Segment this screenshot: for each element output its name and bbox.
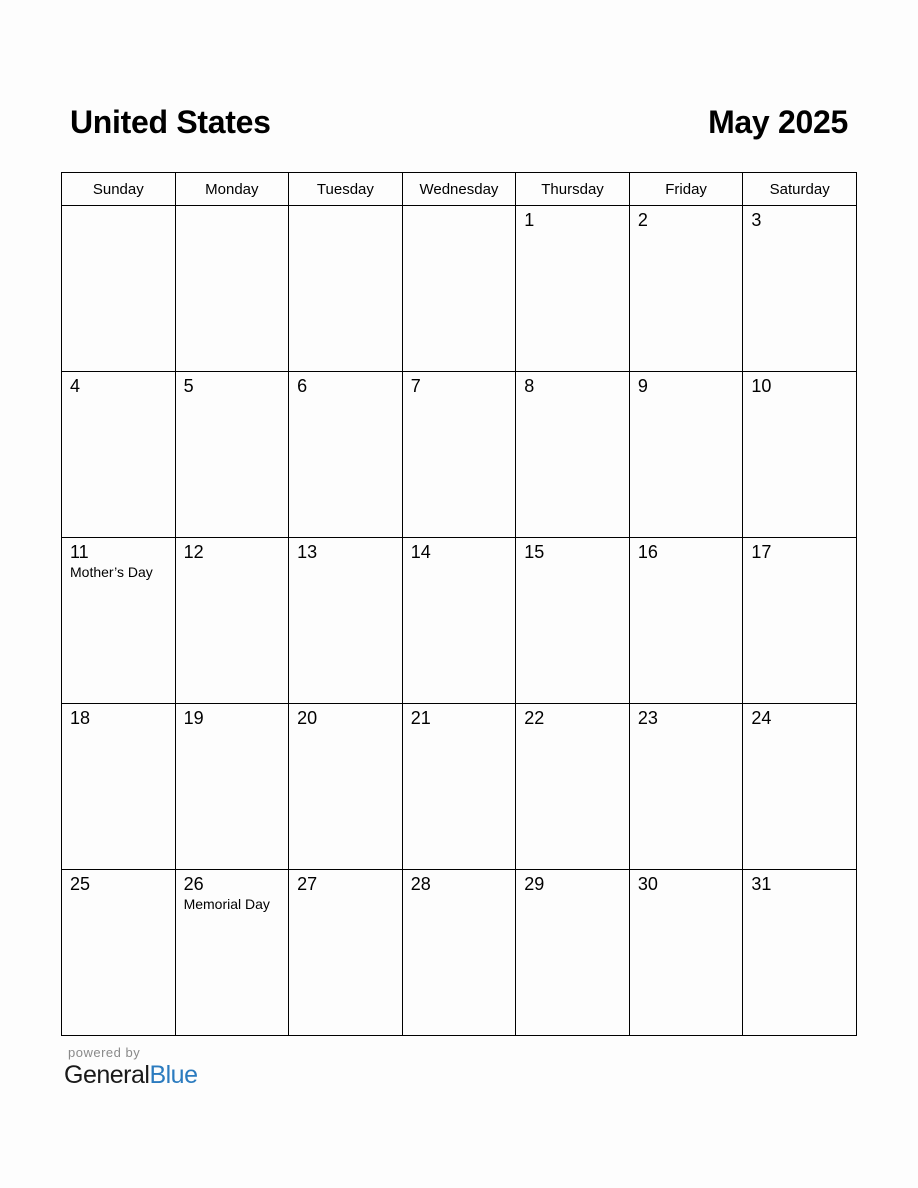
weekday-wednesday: Wednesday: [402, 173, 516, 206]
day-cell: [175, 372, 289, 538]
week-row-1: [62, 206, 857, 372]
day-number: 1: [524, 210, 535, 230]
day-cell: [743, 870, 857, 1036]
day-number: 19: [183, 708, 204, 728]
day-cell: [62, 704, 176, 870]
day-cell: [402, 206, 516, 372]
day-cell: [516, 870, 630, 1036]
day-cell: [175, 870, 289, 1036]
powered-by-text: powered by: [68, 1045, 141, 1060]
day-number: 30: [637, 874, 658, 894]
calendar-grid: [61, 172, 857, 1036]
day-cell: [289, 870, 403, 1036]
day-number: 31: [751, 874, 772, 894]
day-cell: [743, 372, 857, 538]
day-number: 21: [410, 708, 431, 728]
day-cell: [629, 538, 743, 704]
day-number: 15: [524, 542, 545, 562]
day-cell: [289, 704, 403, 870]
day-cell: [289, 206, 403, 372]
day-number: 18: [70, 708, 91, 728]
day-cell: [516, 372, 630, 538]
day-cell: [175, 704, 289, 870]
week-row-5: [62, 870, 857, 1036]
day-number: 10: [751, 376, 772, 396]
day-number: 23: [637, 708, 658, 728]
day-cell: [62, 372, 176, 538]
weekday-tuesday: Tuesday: [289, 173, 403, 206]
day-number: 13: [297, 542, 318, 562]
day-cell: [743, 704, 857, 870]
day-cell: [62, 870, 176, 1036]
weekday-monday: Monday: [175, 173, 289, 206]
day-cell: [629, 704, 743, 870]
day-cell: [175, 538, 289, 704]
day-cell: [629, 372, 743, 538]
day-number: 27: [297, 874, 318, 894]
week-row-3: [62, 538, 857, 704]
day-number: 22: [524, 708, 545, 728]
week-row-4: [62, 704, 857, 870]
day-number: 12: [183, 542, 204, 562]
day-number: 11: [70, 542, 89, 562]
day-number: 20: [297, 708, 318, 728]
holiday-label: Memorial Day: [183, 896, 270, 912]
weekday-thursday: Thursday: [516, 173, 630, 206]
day-number: 24: [751, 708, 772, 728]
day-cell: [629, 206, 743, 372]
week-row-2: [62, 372, 857, 538]
day-number: 16: [637, 542, 658, 562]
day-cell: [402, 372, 516, 538]
brand-name-blue: Blue: [149, 1061, 198, 1089]
day-number: 25: [70, 874, 91, 894]
brand-name-general: General: [64, 1061, 150, 1089]
day-cell: [402, 704, 516, 870]
day-number: 3: [751, 210, 762, 230]
day-number: 26: [183, 874, 204, 894]
day-cell: [402, 870, 516, 1036]
day-number: 9: [637, 376, 648, 396]
calendar-header: [62, 104, 848, 148]
day-cell: [175, 206, 289, 372]
day-number: 28: [410, 874, 431, 894]
weekday-saturday: Saturday: [743, 173, 857, 206]
day-cell: [62, 538, 176, 704]
day-number: 14: [410, 542, 431, 562]
weekday-sunday: Sunday: [62, 173, 176, 206]
powered-by-footer: [64, 1045, 198, 1090]
day-number: 4: [70, 376, 81, 396]
day-number: 17: [751, 542, 772, 562]
holiday-label: Mother’s Day: [70, 564, 153, 580]
month-year-title: May 2025: [708, 104, 848, 140]
day-cell: [62, 206, 176, 372]
weekday-header-row: [62, 173, 857, 206]
day-cell: [289, 372, 403, 538]
day-cell: [629, 870, 743, 1036]
day-cell: [743, 538, 857, 704]
day-number: 8: [524, 376, 535, 396]
day-cell: [516, 704, 630, 870]
day-cell: [516, 538, 630, 704]
weekday-friday: Friday: [629, 173, 743, 206]
day-number: 2: [637, 210, 648, 230]
day-number: 7: [410, 376, 421, 396]
country-title: United States: [70, 104, 271, 140]
day-cell: [743, 206, 857, 372]
day-cell: [289, 538, 403, 704]
day-number: 6: [297, 376, 308, 396]
generalblue-logo[interactable]: [64, 1061, 198, 1090]
day-number: 5: [183, 376, 194, 396]
day-cell: [516, 206, 630, 372]
day-cell: [402, 538, 516, 704]
day-number: 29: [524, 874, 545, 894]
